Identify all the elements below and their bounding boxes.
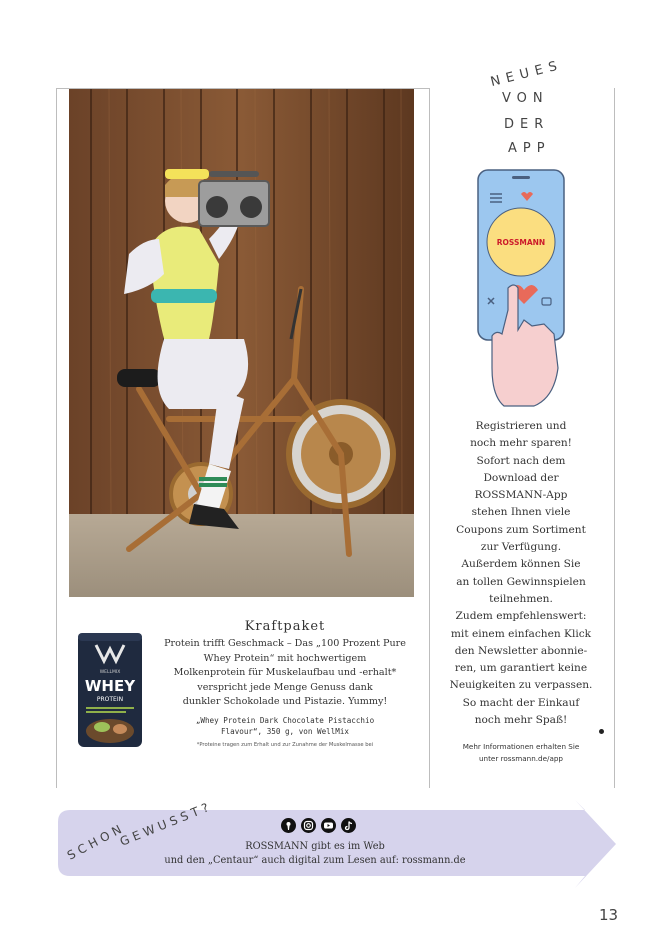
- app-line: zur Verfügung.: [480, 541, 562, 554]
- app-line: Neuigkeiten zu verpassen.: [449, 679, 593, 692]
- app-more-info: [436, 741, 606, 765]
- product-line: Protein trifft Geschmack – Das „100 Prozent Pure: [164, 638, 406, 649]
- app-line: Coupons zum Sortiment: [456, 523, 586, 536]
- product-footnote: *Proteine tragen zum Erhalt und zur Zunahme der Muskelmasse bei: [196, 742, 374, 748]
- package-word-protein: PROTEIN: [96, 696, 124, 703]
- instagram-icon[interactable]: [301, 818, 316, 833]
- podcast-icon[interactable]: [281, 818, 296, 833]
- product-description: [160, 637, 410, 710]
- page-number: 13: [599, 906, 619, 924]
- heading-word-app: APP: [508, 141, 551, 156]
- product-line: Molkenprotein für Muskelaufbau und -erhalt*: [173, 667, 397, 679]
- fitness-photo: [69, 89, 414, 597]
- product-name-line: Flavour“, 350 g, von WellMix: [220, 727, 349, 736]
- product-line: dunkler Schokolade und Pistazie. Yummy!: [182, 696, 388, 708]
- app-line: noch mehr sparen!: [470, 437, 572, 450]
- end-bullet: [599, 729, 604, 734]
- app-line: Zudem empfehlenswert:: [455, 610, 587, 623]
- app-heading: [468, 56, 578, 166]
- product-name: [160, 715, 410, 737]
- app-line: Außerdem können Sie: [461, 558, 581, 571]
- heading-word-von: VON: [502, 91, 549, 106]
- app-line: mit einem einfachen Klick: [450, 627, 592, 640]
- app-line: Sofort nach dem: [476, 454, 566, 467]
- phone-illustration: [474, 168, 574, 410]
- app-line: Registrieren und: [475, 420, 567, 432]
- app-line: noch mehr Spaß!: [474, 714, 568, 727]
- app-line: ren, um garantiert keine: [454, 662, 588, 675]
- app-line: an tollen Gewinnspielen: [456, 575, 586, 588]
- column-rule-right: [614, 88, 615, 788]
- product-name-line: „Whey Protein Dark Chocolate Pistacchio: [195, 716, 375, 725]
- social-icons: [273, 818, 363, 836]
- product-title: Kraftpaket: [244, 619, 326, 634]
- package-brand: WELLMIX: [99, 670, 121, 675]
- package-word-whey: WHEY: [84, 677, 136, 695]
- heading-word-der: DER: [504, 117, 550, 132]
- banner-text: [150, 840, 480, 868]
- app-line: So macht der Einkauf: [462, 696, 580, 709]
- app-more-line: Mehr Informationen erhalten Sie: [462, 742, 580, 751]
- rossmann-logo-text: ROSSMANN: [496, 238, 546, 247]
- app-line: ROSSMANN-App: [474, 489, 568, 502]
- product-line: Whey Protein“ mit hochwertigem: [203, 652, 367, 664]
- app-line: stehen Ihnen viele: [471, 506, 571, 519]
- tiktok-icon[interactable]: [341, 818, 356, 833]
- banner-line: ROSSMANN gibt es im Web: [245, 841, 385, 852]
- banner-heading-gewusst: GEWUSST?: [117, 798, 215, 849]
- banner-heading-schon: SCHON: [64, 820, 128, 863]
- app-description: [436, 418, 606, 729]
- product-line: verspricht jede Menge Genuss dank: [197, 681, 373, 693]
- app-line: teilnehmen.: [489, 592, 553, 605]
- whey-protein-product-image: [76, 631, 144, 749]
- column-rule-middle: [429, 88, 430, 788]
- heading-word-neues: NEUES: [489, 57, 565, 91]
- app-line: Download der: [483, 471, 559, 484]
- app-more-link[interactable]: unter rossmann.de/app: [478, 754, 563, 763]
- app-line: den Newsletter abonnie-: [454, 644, 588, 657]
- column-rule-left: [56, 88, 57, 788]
- banner-line: und den „Centaur“ auch digital zum Lesen auf: rossmann.de: [164, 855, 466, 866]
- youtube-icon[interactable]: [321, 818, 336, 833]
